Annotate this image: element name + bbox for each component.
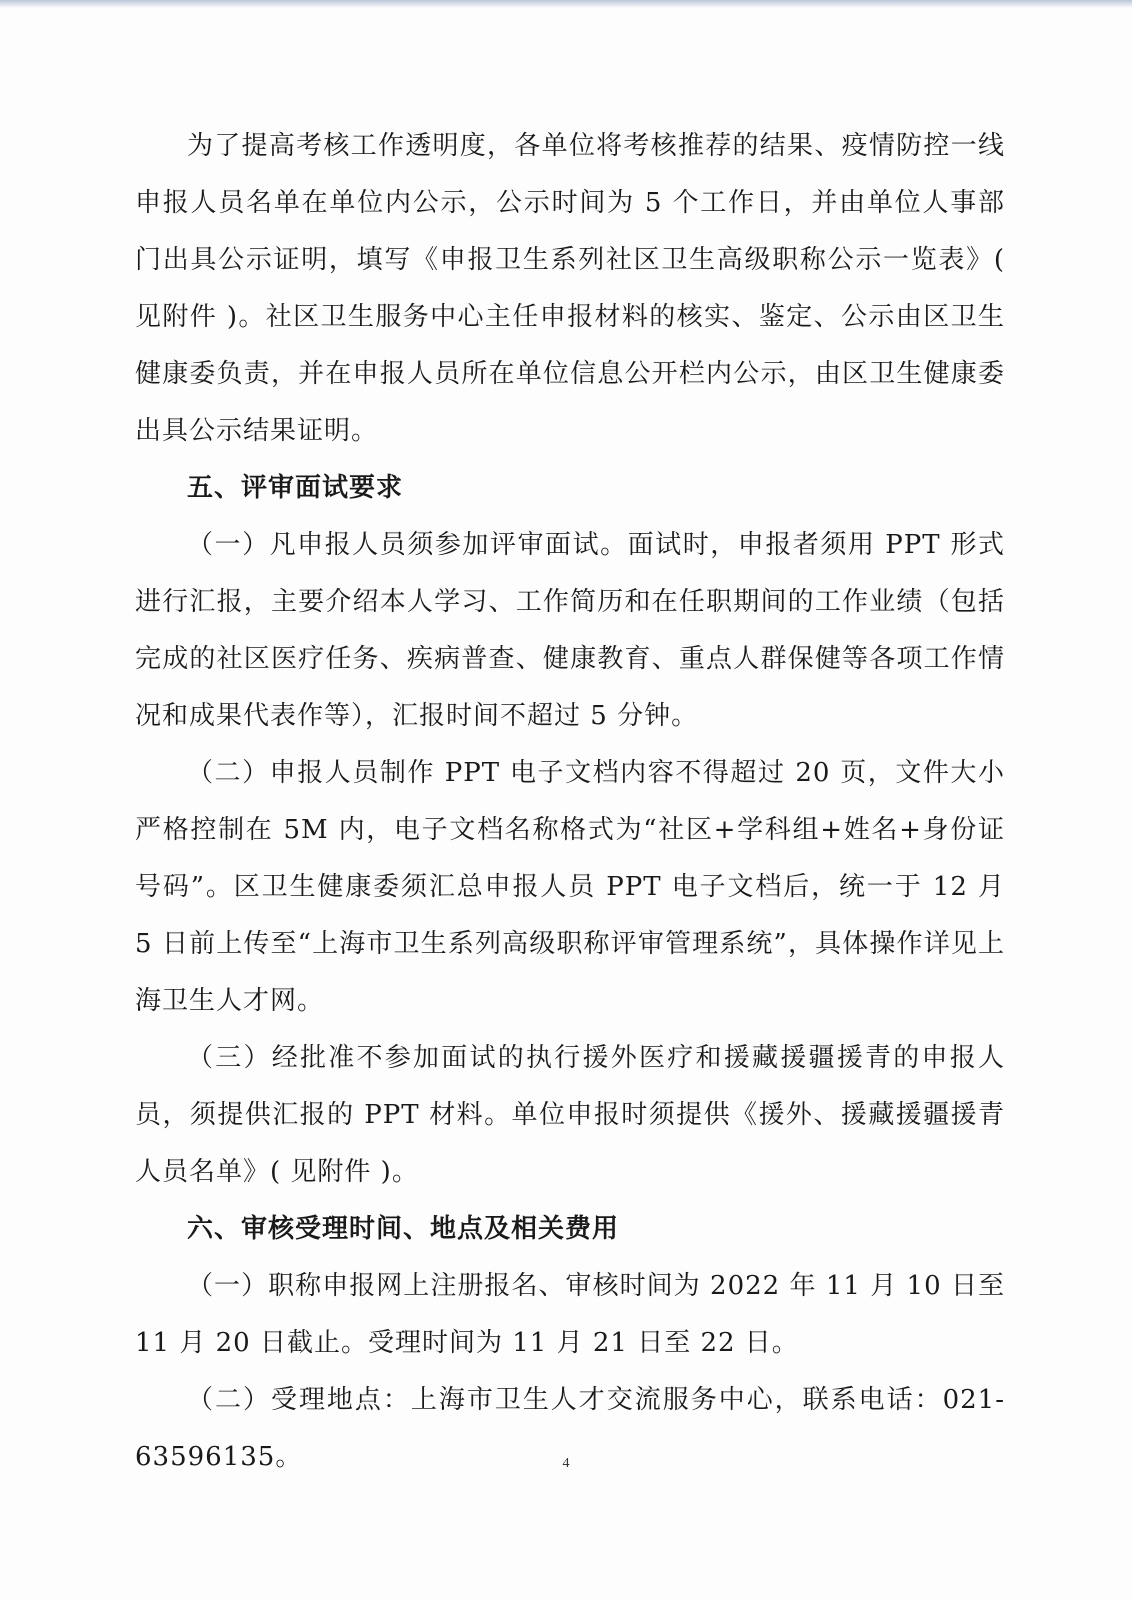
interview-item-1: （一）凡申报人员须参加评审面试。面试时，申报者须用 PPT 形式进行汇报，主要介绍本人学习、工作简历和在任职期间的工作业绩（包括完成的社区医疗任务、疾病普查、健康教育、重点人群保健等各项工作情况和成果代表作等），汇报时间不超过 5 分钟。 <box>135 530 1005 731</box>
acceptance-item-1: （一）职称申报网上注册报名、审核时间为 2022 年 11 月 10 日至 11 月 20 日截止。受理时间为 11 月 21 日至 22 日。 <box>135 1271 1005 1358</box>
acceptance-item-2: （二）受理地点：上海市卫生人才交流服务中心，联系电话：021-63596135。 <box>135 1385 1005 1472</box>
publicity-paragraph: 为了提高考核工作透明度，各单位将考核推荐的结果、疫情防控一线申报人员名单在单位内公示，公示时间为 5 个工作日，并由单位人事部门出具公示证明，填写《申报卫生系列社区卫生高级职称公示一览表》( 见附件 )。社区卫生服务中心主任申报材料的核实、鉴定、公示由区卫生健康委负责，并在申报人员所在单位信息公开栏内公示，由区卫生健康委出具公示结果证明。 <box>135 131 1005 446</box>
interview-item-2: （二）申报人员制作 PPT 电子文档内容不得超过 20 页，文件大小严格控制在 5M 内，电子文档名称格式为“社区+学科组+姓名+身份证号码”。区卫生健康委须汇总申报人员 PPT 电子文档后，统一于 12 月 5 日前上传至“上海市卫生系列高级职称评审管理系统”，具体操作详见上海卫生人才网。 <box>135 758 1005 1016</box>
section-heading-interview: 五、评审面试要求 <box>187 473 404 503</box>
document-body <box>135 118 1005 1486</box>
section-heading-acceptance: 六、审核受理时间、地点及相关费用 <box>187 1214 620 1244</box>
scan-top-edge <box>0 0 1132 8</box>
interview-item-3: （三）经批准不参加面试的执行援外医疗和援藏援疆援青的申报人员，须提供汇报的 PPT 材料。单位申报时须提供《援外、援藏援疆援青人员名单》( 见附件 )。 <box>135 1043 1005 1187</box>
page-number: 4 <box>562 1456 570 1471</box>
